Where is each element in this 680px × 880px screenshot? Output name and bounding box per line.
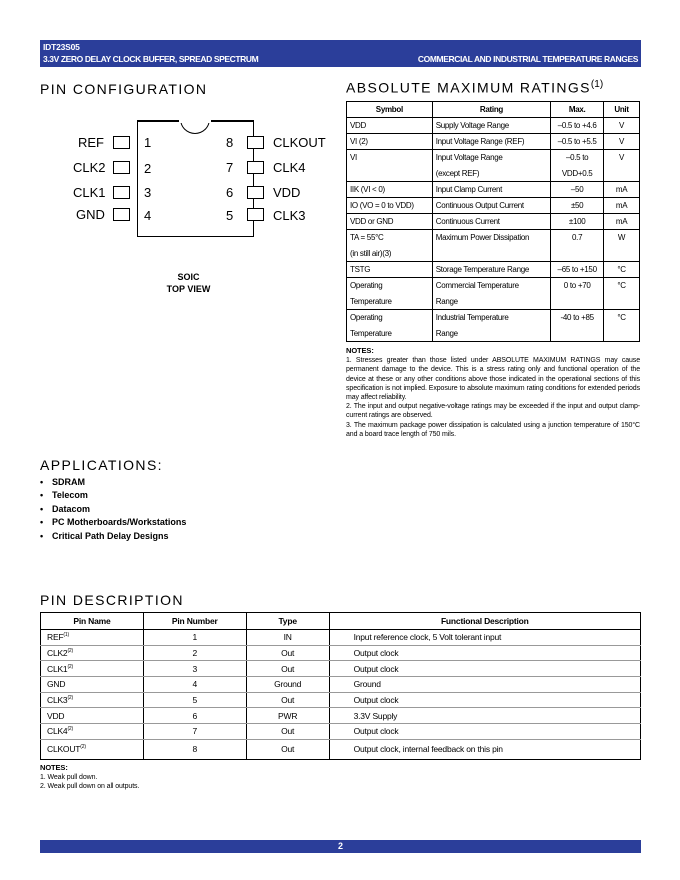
note-item: 1. Stresses greater than those listed under ABSOLUTE MAXIMUM RATINGS may cause permanent damage to the device. This is a stress rating only and functional operation of the device at these or any other conditions above those indicated in the operational sections of this specification is not implied. Exposure to absolute maximum rating conditions for extended periods may affect reliability. xyxy=(346,357,640,402)
pin-number-cell: 7 xyxy=(143,724,246,740)
page-footer xyxy=(40,840,641,853)
pin-pad xyxy=(247,161,264,174)
list-item: • SDRAM xyxy=(40,476,186,489)
pin-number-cell: 8 xyxy=(143,739,246,759)
pin-number-cell: 5 xyxy=(143,692,246,708)
table-row xyxy=(41,645,641,661)
rating-cell xyxy=(432,150,550,182)
unit-cell: °C xyxy=(604,310,640,342)
list-item: • Telecom xyxy=(40,489,186,502)
unit-cell: °C xyxy=(604,278,640,310)
rating-cell: Storage Temperature Range xyxy=(432,262,550,278)
max-cell: -40 to +85 xyxy=(551,310,604,342)
pin-type-cell: Ground xyxy=(246,677,329,693)
pin-label-clk3: CLK3 xyxy=(273,208,306,223)
symbol-cell xyxy=(347,278,433,310)
symbol-cell: VDD or GND xyxy=(347,214,433,230)
pin-pad xyxy=(247,186,264,199)
pin-desc-notes xyxy=(40,763,139,792)
symbol-cell xyxy=(347,230,433,262)
rating-line: Industrial Temperature xyxy=(435,313,509,322)
pin-pad xyxy=(247,136,264,149)
rating-line: Input Voltage Range xyxy=(435,153,503,162)
pin-number: 4 xyxy=(144,208,152,223)
pin-number-cell: 6 xyxy=(143,708,246,724)
note-item: 1. Weak pull down. xyxy=(40,774,98,782)
pin-type-cell: PWR xyxy=(246,708,329,724)
pin-name-cell xyxy=(41,677,144,693)
col-header: Rating xyxy=(432,102,550,118)
symbol-cell xyxy=(347,310,433,342)
pin-type-cell: Out xyxy=(246,661,329,677)
note-item: 3. The maximum package power dissipation is calculated using a junction temperature of 150°C and a board trace length of 750 mils. xyxy=(346,421,640,438)
col-header: Pin Number xyxy=(143,613,246,630)
unit-cell: W xyxy=(604,230,640,262)
pin-number: 6 xyxy=(226,185,234,200)
max-cell xyxy=(551,150,604,182)
pin-desc-cell: Output clock xyxy=(329,661,640,677)
col-header: Max. xyxy=(551,102,604,118)
pin-name-cell xyxy=(41,708,144,724)
page-number: 2 xyxy=(337,841,343,851)
abs-max-heading-text: ABSOLUTE MAXIMUM RATINGS xyxy=(346,79,591,96)
part-number: IDT23S05 xyxy=(43,42,80,52)
table-row xyxy=(41,661,641,677)
unit-cell: V xyxy=(604,118,640,134)
unit-cell: V xyxy=(604,134,640,150)
pin-type-cell: IN xyxy=(246,630,329,646)
symbol-cell: IO (VO = 0 to VDD) xyxy=(347,198,433,214)
table-row xyxy=(347,198,640,214)
abs-max-notes xyxy=(346,346,640,439)
package-name: SOIC xyxy=(177,272,200,282)
rating-cell xyxy=(432,278,550,310)
rating-line: Range xyxy=(435,297,458,306)
pin-note: (2) xyxy=(67,648,73,655)
pin-label-gnd: GND xyxy=(76,207,105,222)
pin-desc-cell: Output clock xyxy=(329,692,640,708)
applications-heading: APPLICATIONS: xyxy=(40,457,163,473)
max-cell: ±50 xyxy=(551,198,604,214)
pin-label-clk1: CLK1 xyxy=(73,185,106,200)
pin-name-cell xyxy=(41,724,144,740)
pin-name: REF xyxy=(47,632,64,643)
table-row xyxy=(347,118,640,134)
pin-desc-cell: Ground xyxy=(329,677,640,693)
pin-number: 5 xyxy=(226,208,234,223)
pin-config-heading: PIN CONFIGURATION xyxy=(40,81,208,97)
pin-note: (2) xyxy=(67,663,73,670)
col-header: Pin Name xyxy=(41,613,144,630)
pin-note: (2) xyxy=(80,744,86,751)
pin-desc-cell: Output clock xyxy=(329,645,640,661)
rating-line: (except REF) xyxy=(435,169,480,178)
pin-name-cell xyxy=(41,739,144,759)
max-cell: –50 xyxy=(551,182,604,198)
pin-pad xyxy=(113,208,130,221)
table-row xyxy=(41,630,641,646)
pin-name-cell xyxy=(41,692,144,708)
pin-pad xyxy=(113,161,130,174)
rating-cell: Supply Voltage Range xyxy=(432,118,550,134)
rating-cell: Input Clamp Current xyxy=(432,182,550,198)
pin-name-cell xyxy=(41,645,144,661)
unit-cell: mA xyxy=(604,214,640,230)
pin-name: CLK1 xyxy=(47,663,68,674)
symbol-cell: TSTG xyxy=(347,262,433,278)
symbol-line: Temperature xyxy=(350,297,392,306)
pin-number: 7 xyxy=(226,160,234,175)
notes-title: NOTES: xyxy=(40,763,68,772)
symbol-cell: VDD xyxy=(347,118,433,134)
pin-name: VDD xyxy=(47,710,65,721)
max-cell: ±100 xyxy=(551,214,604,230)
rating-cell: Continuous Output Current xyxy=(432,198,550,214)
list-item: • Critical Path Delay Designs xyxy=(40,530,186,543)
unit-cell: V xyxy=(604,150,640,182)
abs-max-heading xyxy=(346,79,603,96)
list-item: • Datacom xyxy=(40,503,186,516)
pin-number-cell: 2 xyxy=(143,645,246,661)
table-row xyxy=(41,724,641,740)
symbol-cell: VI (2) xyxy=(347,134,433,150)
pin-desc-cell: Output clock xyxy=(329,724,640,740)
page-header xyxy=(40,40,641,67)
table-row xyxy=(347,150,640,182)
pin-desc-heading: PIN DESCRIPTION xyxy=(40,592,184,608)
rating-line: Commercial Temperature xyxy=(435,281,519,290)
abs-max-heading-note: (1) xyxy=(590,79,604,90)
unit-cell: mA xyxy=(604,182,640,198)
table-row xyxy=(41,692,641,708)
max-cell: 0.7 xyxy=(551,230,604,262)
table-row xyxy=(41,708,641,724)
pin-pad xyxy=(113,186,130,199)
pin-note: (1) xyxy=(63,632,69,639)
pin-name: CLKOUT xyxy=(47,744,81,755)
pin-diagram xyxy=(40,110,330,300)
table-row xyxy=(41,677,641,693)
col-header: Type xyxy=(246,613,329,630)
pin-name: CLK3 xyxy=(47,695,68,706)
max-line: VDD+0.5 xyxy=(561,169,593,178)
pin-type-cell: Out xyxy=(246,724,329,740)
max-line: –0.5 to xyxy=(565,153,589,162)
max-cell: 0 to +70 xyxy=(551,278,604,310)
table-row xyxy=(41,739,641,759)
max-cell: –0.5 to +5.5 xyxy=(551,134,604,150)
table-header-row xyxy=(41,613,641,630)
table-row xyxy=(347,134,640,150)
rating-line: Range xyxy=(435,329,458,338)
pin-name-cell xyxy=(41,630,144,646)
pin-name: CLK4 xyxy=(47,726,68,737)
pin-pad xyxy=(247,208,264,221)
table-row xyxy=(347,182,640,198)
table-row xyxy=(347,214,640,230)
note-item: 2. The input and output negative-voltage ratings may be exceeded if the input and output clamp-current ratings are observed. xyxy=(346,403,640,420)
pin-number: 3 xyxy=(144,185,152,200)
pin-note: (2) xyxy=(67,695,73,702)
pin-label-clk2: CLK2 xyxy=(73,160,106,175)
symbol-line: Temperature xyxy=(350,329,392,338)
pin-type-cell: Out xyxy=(246,692,329,708)
pin-number-cell: 1 xyxy=(143,630,246,646)
unit-cell: mA xyxy=(604,198,640,214)
notes-title: NOTES: xyxy=(346,346,374,355)
table-row xyxy=(347,262,640,278)
pin-number: 1 xyxy=(144,135,152,150)
pin-number-cell: 3 xyxy=(143,661,246,677)
pin-label-vdd: VDD xyxy=(273,185,301,200)
rating-cell: Continuous Current xyxy=(432,214,550,230)
note-item: 2. Weak pull down on all outputs. xyxy=(40,783,140,791)
pin-type-cell: Out xyxy=(246,645,329,661)
col-header: Symbol xyxy=(347,102,433,118)
table-row xyxy=(347,310,640,342)
symbol-cell: IIK (VI < 0) xyxy=(347,182,433,198)
pin-desc-cell: 3.3V Supply xyxy=(329,708,640,724)
left-pins xyxy=(40,135,330,235)
table-row xyxy=(347,230,640,262)
symbol-line: TA = 55°C xyxy=(350,233,384,242)
symbol-cell: VI xyxy=(347,150,433,182)
pin-number: 2 xyxy=(144,161,152,176)
pin-label-ref: REF xyxy=(78,135,104,150)
package-view: TOP VIEW xyxy=(166,284,211,294)
col-header: Functional Description xyxy=(329,613,640,630)
max-cell: –65 to +150 xyxy=(551,262,604,278)
unit-cell: °C xyxy=(604,262,640,278)
pin-pad xyxy=(113,136,130,149)
pin-desc-cell: Output clock, internal feedback on this pin xyxy=(329,739,640,759)
pin-note: (2) xyxy=(67,726,73,733)
pin-name-cell xyxy=(41,661,144,677)
list-item: • PC Motherboards/Workstations xyxy=(40,516,186,529)
pin-label-clk4: CLK4 xyxy=(273,160,306,175)
rating-cell: Input Voltage Range (REF) xyxy=(432,134,550,150)
doc-title: 3.3V ZERO DELAY CLOCK BUFFER, SPREAD SPECTRUM xyxy=(43,54,259,64)
pin-number: 8 xyxy=(226,135,234,150)
rating-cell: Maximum Power Dissipation xyxy=(432,230,550,262)
pin-number-cell: 4 xyxy=(143,677,246,693)
rating-cell xyxy=(432,310,550,342)
max-cell: –0.5 to +4.6 xyxy=(551,118,604,134)
col-header: Unit xyxy=(604,102,640,118)
symbol-line: (in still air)(3) xyxy=(350,249,392,258)
pin-name: GND xyxy=(47,679,66,690)
pin-desc-table xyxy=(40,612,641,760)
pin-label-clkout: CLKOUT xyxy=(273,135,326,150)
pin-desc-cell: Input reference clock, 5 Volt tolerant input xyxy=(329,630,640,646)
table-row xyxy=(347,278,640,310)
symbol-line: Operating xyxy=(350,281,383,290)
symbol-line: Operating xyxy=(350,313,383,322)
abs-max-table xyxy=(346,101,640,342)
pin-type-cell: Out xyxy=(246,739,329,759)
applications-list xyxy=(40,476,186,543)
temp-range: COMMERCIAL AND INDUSTRIAL TEMPERATURE RANGES xyxy=(417,54,638,64)
table-header-row xyxy=(347,102,640,118)
pin-name: CLK2 xyxy=(47,648,68,659)
